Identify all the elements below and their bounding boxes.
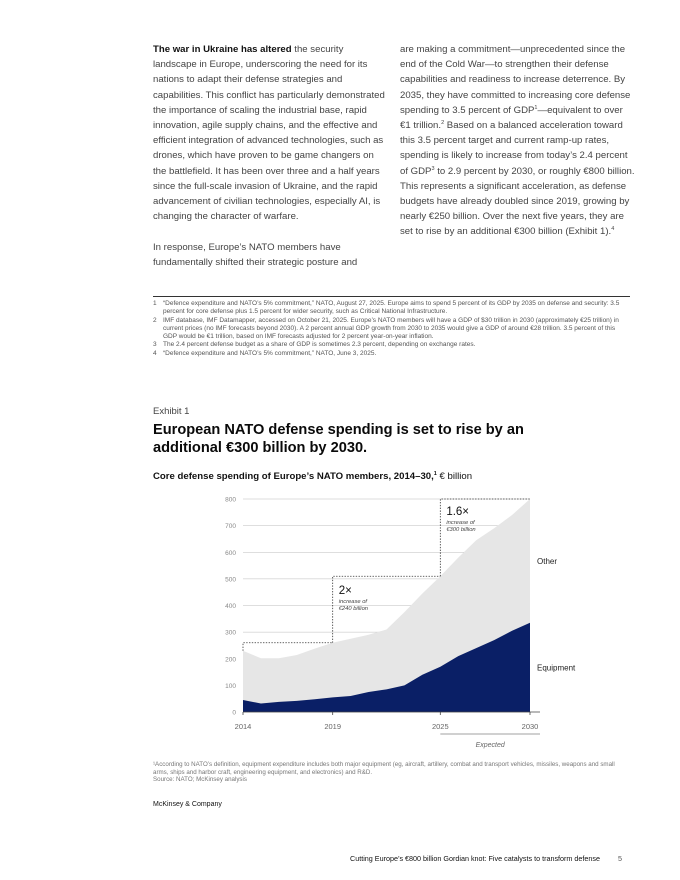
y-tick-label-300: 300: [225, 629, 236, 637]
y-tick-label-200: 200: [225, 656, 236, 664]
exhibit-title: European NATO defense spending is set to rise by an additional €300 billion by 2030.: [153, 422, 524, 456]
x-tick-label-2014: 2014: [234, 722, 252, 731]
chart-subtitle-note-ref[interactable]: 1: [433, 470, 437, 477]
y-tick-label-600: 600: [225, 549, 236, 557]
footnote-ref-4[interactable]: 4: [611, 226, 615, 233]
expected-label: Expected: [475, 742, 505, 749]
y-tick-label-100: 100: [225, 682, 236, 690]
footnote-2: 2 IMF database, IMF Datamapper, accessed on October 21, 2025. Europe’s NATO members will have a GDP of $30 trillion in 2030 (approximately €25 trillion) in current prices (no IMF forecasts beyond 2030). A 2 percent annual GDP growth from 2030 to 2035 would give a GDP of around €28 trillion. 3.5 percent of this GDP would be €1 trillion, based on IMF forecasts adjusted for 2 percent year-on-year inflation.: [153, 316, 619, 341]
chart-source: Source: NATO; McKinsey analysis: [153, 776, 247, 783]
annotation-text-1-6x-line1: increase of: [446, 520, 475, 526]
annotation-text-2x-line1: increase of: [338, 599, 368, 606]
chart-note: ¹According to NATO’s definition, equipment expenditure includes both major equipment (eg, aircraft, artillery, combat and transport vehicles, missiles, weapons and small arms, ships and harbor craft, engineering equipment, and electronics) and R&D.: [153, 761, 615, 776]
footnote-ref-1[interactable]: 1: [534, 104, 538, 111]
y-tick-label-500: 500: [225, 576, 236, 584]
annotation-multiplier-2x: 2×: [338, 585, 352, 598]
x-tick-label-2019: 2019: [324, 722, 342, 731]
x-tick-label-2030: 2030: [521, 722, 539, 731]
footnote-ref-2[interactable]: 2: [441, 119, 445, 126]
intro-text: the security landscape in Europe, underscoring the need for its nations to adapt their defense strategies and capabilities. This conflict has particularly demonstrated the importance of scaling the industrial base, rapid innovation, agile supply chains, and the effective and efficient integration of advanced technologies, such as drones, which have proven to be game changers on the battlefield. It has been over three and a half years since the full-scale invasion of Ukraine, and the rapid advancement of civilian technologies, especially AI, is changing the character of warfare.: [153, 44, 385, 223]
legend-label-other: Other: [537, 556, 558, 566]
annotation-multiplier-1-6x: 1.6×: [446, 506, 470, 518]
y-tick-label-800: 800: [225, 496, 236, 504]
publisher-logo: McKinsey & Company: [153, 801, 222, 808]
footnote-3: 3 The 2.4 percent defense budget as a share of GDP is sometimes 2.3 percent, depending on exchange rates.: [153, 341, 476, 349]
lead-in: The war in Ukraine has altered: [153, 44, 292, 55]
exhibit-label: Exhibit 1: [153, 406, 190, 417]
legend-label-equipment: Equipment: [537, 663, 576, 673]
page-number: 5: [618, 854, 622, 863]
chart-subtitle: Core defense spending of Europe’s NATO members, 2014–30,$^1$ € billion: [153, 470, 473, 482]
annotation-text-1-6x-line2: €300 billion: [446, 527, 476, 533]
footnote-1: 1 “Defence expenditure and NATO’s 5% commitment,” NATO, August 27, 2025. Europe aims to spend 5 percent of its GDP by 2035 on defense and security: 3.5 percent for core defense plus 1.5 percent for wider security, such as Critical National Infrastructure.: [153, 300, 620, 316]
x-tick-label-2025: 2025: [431, 722, 449, 731]
footnote-4: 4 “Defence expenditure and NATO’s 5% commitment,” NATO, June 3, 2025.: [153, 349, 377, 357]
annotation-text-2x-line2: €240 billion: [338, 606, 369, 613]
commitment-paragraph: are making a commitment—unprecedented since the end of the Cold War—to strengthen their defense capabilities and readiness to increase deterrence. By 2035, they have committed to increasing core defense spending to 3.5 percent of GDP$^1$—equivalent to over €1 trillion.$^2$ Based on a balanced acceleration toward this 3.5 percent target and current ramp-up rates, spending is likely to increase from today’s 2.4 percent of GDP$^3$ to 2.9 percent by 2030, or roughly €800 billion. This represents a significant acceleration, as defense budgets have already doubled since 2019, growing by nearly €250 billion. Over the next five years, they are set to rise by an additional €300 billion (Exhibit 1).$^4$: [400, 44, 635, 238]
y-tick-label-700: 700: [225, 523, 236, 531]
y-tick-label-400: 400: [225, 603, 236, 610]
y-tick-label-0: 0: [232, 709, 236, 717]
response-paragraph: In response, Europe’s NATO members have fundamentally shifted their strategic posture and: [153, 241, 358, 268]
running-title: Cutting Europe’s €800 billion Gordian knot: Five catalysts to transform defense: [350, 854, 600, 863]
footnote-ref-3[interactable]: 3: [431, 165, 435, 172]
